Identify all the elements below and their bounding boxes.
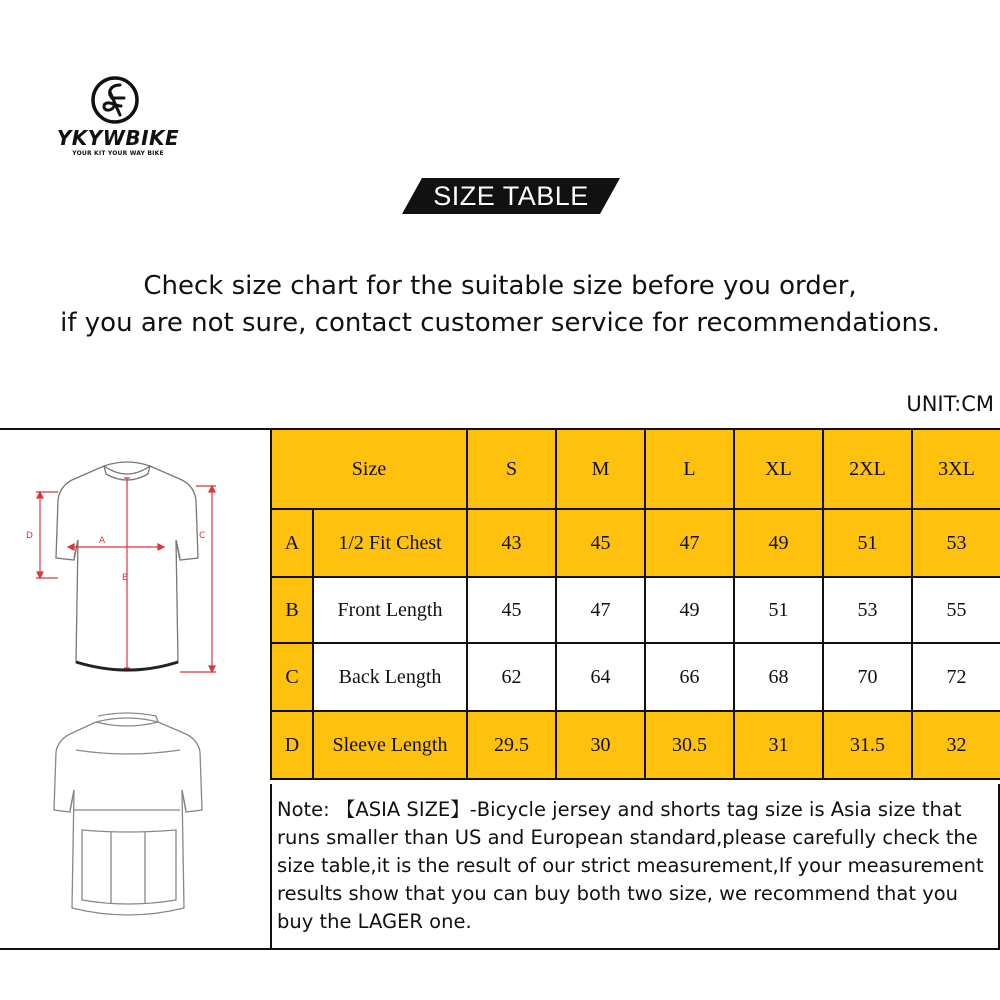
intro-line-2: if you are not sure, contact customer service for recommendations. xyxy=(60,308,940,338)
note-line-3: size table,it is the result of our strict measurement,If your measurement xyxy=(277,854,984,877)
bike-logo-icon xyxy=(90,75,140,125)
intro-text xyxy=(0,268,1000,342)
note-line-4: results show that you can buy both two size, we recommend that you xyxy=(277,882,959,905)
size-2xl: 2XL xyxy=(823,429,912,509)
table-cell: 64 xyxy=(556,643,645,711)
table-cell: 47 xyxy=(645,509,734,577)
unit-label: UNIT:CM xyxy=(906,392,994,416)
table-cell: 29.5 xyxy=(467,711,556,779)
table-row-back-length xyxy=(271,643,1000,711)
row-label: Sleeve Length xyxy=(313,711,467,779)
row-key: D xyxy=(271,711,313,779)
table-cell: 53 xyxy=(912,509,1000,577)
row-label: Front Length xyxy=(313,577,467,643)
table-cell: 62 xyxy=(467,643,556,711)
jersey-back-icon xyxy=(54,713,202,915)
table-cell: 49 xyxy=(734,509,823,577)
size-header-row xyxy=(271,429,1000,509)
table-cell: 32 xyxy=(912,711,1000,779)
label-d: D xyxy=(26,531,33,541)
note-line-1: Note: 【ASIA SIZE】-Bicycle jersey and shorts tag size is Asia size that xyxy=(277,798,962,821)
asia-size-note xyxy=(270,784,1000,950)
table-cell: 47 xyxy=(556,577,645,643)
size-l: L xyxy=(645,429,734,509)
table-cell: 45 xyxy=(556,509,645,577)
table-row-front-length xyxy=(271,577,1000,643)
table-cell: 55 xyxy=(912,577,1000,643)
table-cell: 70 xyxy=(823,643,912,711)
label-b: B xyxy=(122,573,129,583)
size-header-cell: Size xyxy=(271,429,467,509)
jersey-diagram-panel xyxy=(0,428,270,950)
table-row-sleeve-length xyxy=(271,711,1000,779)
label-c: C xyxy=(199,531,206,541)
table-cell: 68 xyxy=(734,643,823,711)
size-table xyxy=(270,428,1000,780)
table-cell: 51 xyxy=(734,577,823,643)
table-cell: 51 xyxy=(823,509,912,577)
intro-line-1: Check size chart for the suitable size before you order, xyxy=(143,271,857,301)
size-s: S xyxy=(467,429,556,509)
jersey-diagram xyxy=(0,430,270,952)
row-key: C xyxy=(271,643,313,711)
size-table-banner xyxy=(402,178,620,214)
size-xl: XL xyxy=(734,429,823,509)
table-cell: 30.5 xyxy=(645,711,734,779)
table-cell: 66 xyxy=(645,643,734,711)
table-cell: 53 xyxy=(823,577,912,643)
row-key: A xyxy=(271,509,313,577)
brand-name: YKYWBIKE xyxy=(56,126,180,150)
table-cell: 49 xyxy=(645,577,734,643)
table-cell: 31 xyxy=(734,711,823,779)
table-cell: 31.5 xyxy=(823,711,912,779)
row-label: Back Length xyxy=(313,643,467,711)
row-key: B xyxy=(271,577,313,643)
banner-title: SIZE TABLE xyxy=(433,181,589,211)
note-line-2: runs smaller than US and European standard,please carefully check the xyxy=(277,826,978,849)
size-3xl: 3XL xyxy=(912,429,1000,509)
table-cell: 43 xyxy=(467,509,556,577)
table-cell: 30 xyxy=(556,711,645,779)
size-m: M xyxy=(556,429,645,509)
table-cell: 45 xyxy=(467,577,556,643)
note-line-5: buy the LAGER one. xyxy=(277,910,472,933)
table-cell: 72 xyxy=(912,643,1000,711)
label-a: A xyxy=(99,536,106,546)
brand-logo xyxy=(38,70,198,165)
table-row-chest xyxy=(271,509,1000,577)
row-label: 1/2 Fit Chest xyxy=(313,509,467,577)
brand-tagline: YOUR KIT YOUR WAY BIKE xyxy=(72,150,164,157)
